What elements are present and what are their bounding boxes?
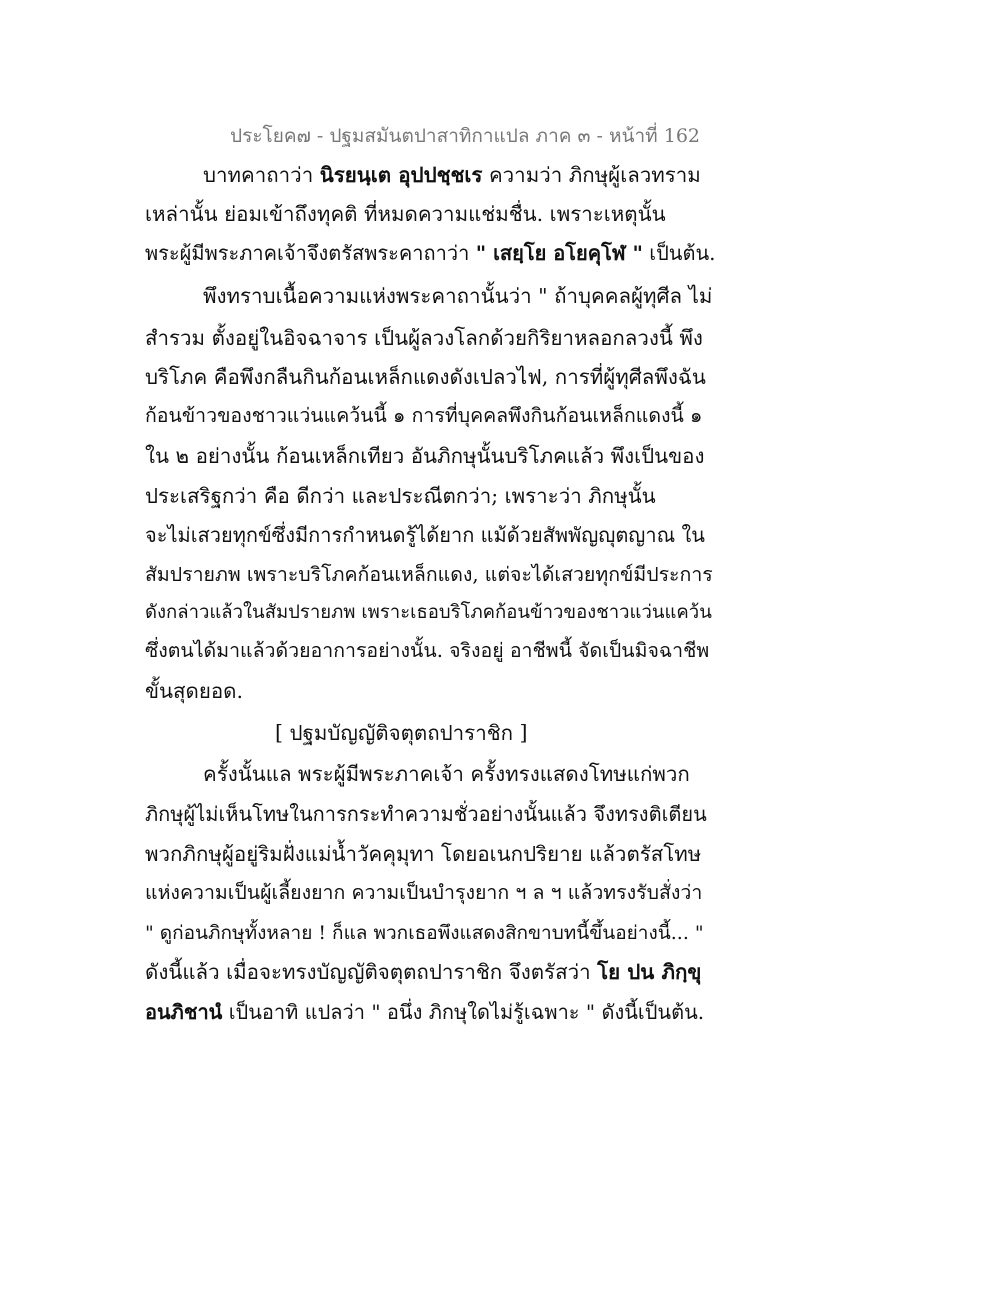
text-run: ประเสริฐกว่า คือ ดีกว่า และประณีตกว่า; เพราะว่า ภิกษุนั้น — [145, 484, 656, 508]
text-line — [145, 598, 715, 628]
text-line — [145, 799, 715, 829]
running-header: ประโยค๗ - ปฐมสมันตปาสาทิกาแปล ภาค ๓ - หน้าที่ 162 — [230, 125, 700, 147]
pali-term: " เสยฺโย อโยคุโฬ " — [475, 241, 643, 265]
text-line — [145, 520, 715, 550]
heading-text: [ ปฐมบัญญัติจตุตถปาราชิก ] — [275, 721, 528, 745]
text-line — [145, 560, 715, 590]
text-run: สำรวม ตั้งอยู่ในอิจฉาจาร เป็นผู้ลวงโลกด้วยกิริยาหลอกลวงนี้ พึง — [145, 326, 703, 350]
text-run: ภิกษุผู้ไม่เห็นโทษในการกระทำความชั่วอย่างนั้นแล้ว จึงทรงติเตียน — [145, 802, 707, 826]
section-heading — [275, 718, 715, 748]
pali-term: โย ปน ภิกฺขุ — [597, 960, 702, 984]
text-line — [203, 759, 715, 789]
text-run: ดังกล่าวแล้วในสัมปรายภพ เพราะเธอบริโภคก้อนข้าวของชาวแว่นแคว้น — [145, 602, 712, 623]
text-line — [145, 839, 715, 869]
text-line — [145, 676, 715, 706]
text-run: พึงทราบเนื้อความแห่งพระคาถานั้นว่า " ถ้าบุคคลผู้ทุศีล ไม่ — [203, 284, 713, 308]
text-run: บาทคาถาว่า — [203, 163, 320, 187]
text-line — [145, 362, 715, 392]
text-line — [145, 918, 715, 948]
text-run: สัมปรายภพ เพราะบริโภคก้อนเหล็กแดง, แต่จะได้เสวยทุกข์มีประการ — [145, 563, 713, 586]
text-line — [145, 441, 715, 471]
text-run: เป็นอาทิ แปลว่า " อนึ่ง ภิกษุใดไม่รู้เฉพาะ " ดังนี้เป็นต้น. — [222, 1000, 705, 1024]
text-run: แห่งความเป็นผู้เลี้ยงยาก ความเป็นบำรุงยาก ฯ ล ฯ แล้วทรงรับสั่งว่า — [145, 881, 703, 904]
text-run: ซึ่งตนได้มาแล้วด้วยอาการอย่างนั้น. จริงอยู่ อาชีพนี้ จัดเป็นมิจฉาชีพ — [145, 639, 710, 662]
text-run: บริโภค คือพึงกลืนกินก้อนเหล็กแดงดังเปลวไฟ, การที่ผู้ทุศีลพึงฉัน — [145, 365, 706, 389]
text-line — [145, 481, 715, 511]
text-run: จะไม่เสวยทุกข์ซึ่งมีการกำหนดรู้ได้ยาก แม้ด้วยสัพพัญญุตญาณ ใน — [145, 523, 705, 547]
text-line — [145, 636, 715, 666]
text-line — [145, 323, 715, 353]
text-line — [145, 878, 715, 908]
text-line — [145, 997, 715, 1027]
text-line — [203, 160, 715, 190]
text-line — [145, 238, 715, 268]
text-run: ความว่า ภิกษุผู้เลวทราม — [482, 163, 701, 187]
pali-term: อนภิชานํ — [145, 1000, 223, 1024]
text-run: เป็นต้น. — [642, 241, 715, 265]
text-run: พวกภิกษุผู้อยู่ริมฝั่งแม่น้ำวัคคุมุทา โดยอเนกปริยาย แล้วตรัสโทษ — [145, 842, 702, 866]
pali-term: นิรยนฺเต อุปปชฺชเร — [319, 163, 483, 187]
text-run: พระผู้มีพระภาคเจ้าจึงตรัสพระคาถาว่า — [145, 241, 476, 265]
text-line — [145, 199, 715, 229]
text-line — [145, 401, 715, 431]
text-run: ใน ๒ อย่างนั้น ก้อนเหล็กเทียว อันภิกษุนั้นบริโภคแล้ว พึงเป็นของ — [145, 444, 705, 468]
text-run: เหล่านั้น ย่อมเข้าถึงทุคติ ที่หมดความแช่มชื่น. เพราะเหตุนั้น — [145, 202, 666, 226]
text-run: ขั้นสุดยอด. — [145, 679, 244, 703]
text-line — [203, 281, 715, 311]
text-run: ดังนี้แล้ว เมื่อจะทรงบัญญัติจตุตถปาราชิก จึงตรัสว่า — [145, 960, 598, 984]
text-run: " ดูก่อนภิกษุทั้งหลาย ! ก็แล พวกเธอพึงแสดงสิกขาบทนี้ขึ้นอย่างนี้... " — [145, 922, 704, 944]
text-line — [145, 957, 715, 987]
text-run: ก้อนข้าวของชาวแว่นแคว้นนี้ ๑ การที่บุคคลพึงกินก้อนเหล็กแดงนี้ ๑ — [145, 404, 703, 427]
text-run: ครั้งนั้นแล พระผู้มีพระภาคเจ้า ครั้งทรงแสดงโทษแก่พวก — [203, 762, 690, 786]
